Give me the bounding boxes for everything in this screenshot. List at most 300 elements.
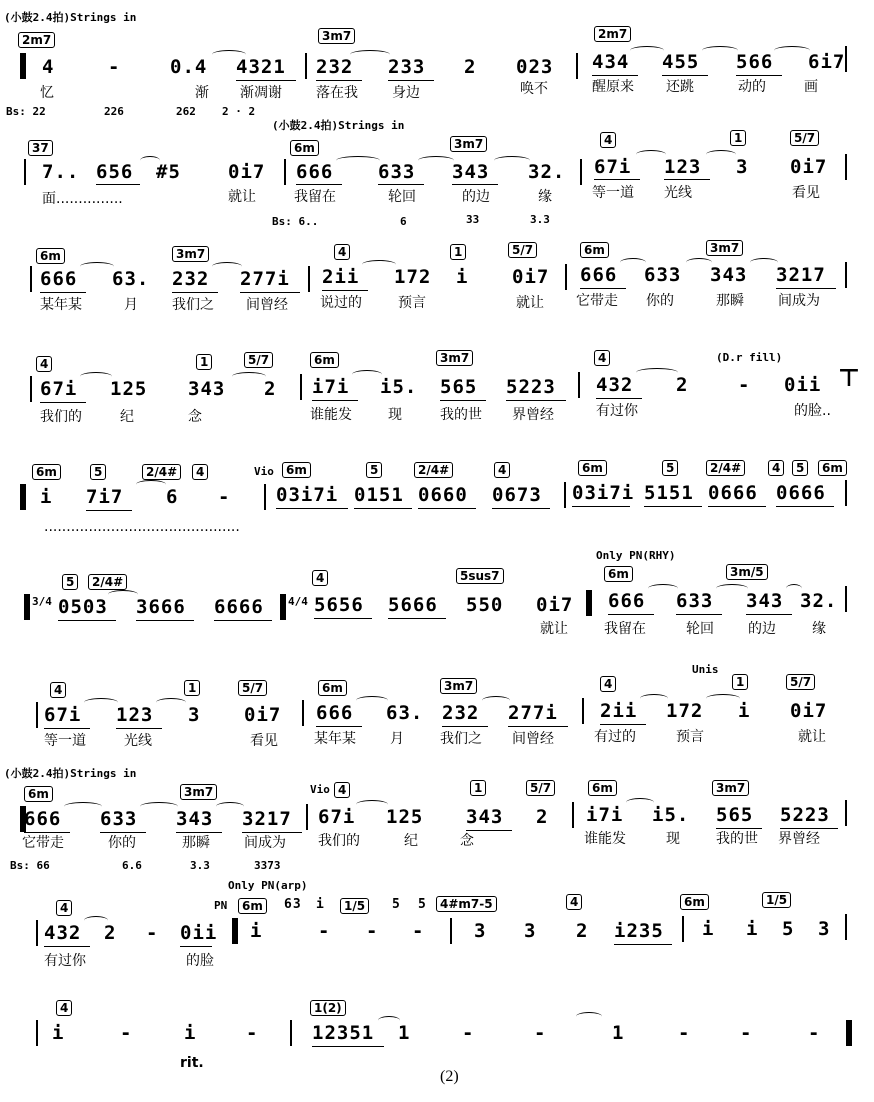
chord-box: 1 <box>730 130 746 146</box>
start-repeat-barline <box>20 53 26 79</box>
note-group: - <box>462 1022 475 1044</box>
lyric: 那瞬 <box>716 293 744 309</box>
beam <box>608 614 654 615</box>
chord-box: 6m <box>290 140 319 156</box>
tie <box>356 800 388 809</box>
barline <box>845 480 847 506</box>
bass-annotation: 33 <box>466 213 480 226</box>
note-group: i <box>52 1022 65 1044</box>
note-group: 1 <box>398 1022 411 1044</box>
tie <box>212 262 242 271</box>
chord-box: 6m <box>36 248 65 264</box>
beam <box>508 726 568 727</box>
lyric: 画 <box>804 79 818 95</box>
barline <box>308 266 310 292</box>
tie <box>620 258 646 267</box>
chord-box: 3m7 <box>712 780 749 796</box>
note-group: - <box>366 920 379 942</box>
chord-box: 4 <box>566 894 582 910</box>
lyric: 醒原来 <box>592 79 634 95</box>
lyric: 我留在 <box>604 621 646 637</box>
note-group: 5223 <box>780 804 830 826</box>
score-system <box>0 764 874 880</box>
note-group: 666 <box>608 590 646 612</box>
barline <box>845 800 847 826</box>
instrument-annotation: PN <box>214 899 228 912</box>
tie <box>706 150 736 159</box>
chord-box: 2/4# <box>414 462 453 478</box>
tie <box>232 372 266 381</box>
tie <box>494 156 530 165</box>
lyric: 间成为 <box>778 293 820 309</box>
instrument-annotation: Vio <box>254 465 274 478</box>
lyric: 等一道 <box>592 185 634 201</box>
lyric: 缘 <box>812 621 826 637</box>
note-group: 343 <box>466 806 504 828</box>
beam <box>596 398 642 399</box>
beam <box>296 184 342 185</box>
barline <box>30 266 32 292</box>
chord-box: 2/4# <box>88 574 127 590</box>
note-group: 123 <box>664 156 702 178</box>
note-group: 03i7i <box>276 484 339 506</box>
note-group: i7i <box>586 804 624 826</box>
beam <box>644 506 702 507</box>
lyric: 就让 <box>228 189 256 205</box>
section-annotation: (D.r fill) <box>716 351 783 364</box>
tie <box>212 50 246 59</box>
lyric: 落在我 <box>316 85 358 101</box>
barline <box>30 376 32 402</box>
beam <box>58 620 116 621</box>
barline <box>682 916 684 942</box>
beam <box>44 728 90 729</box>
barline <box>845 586 847 612</box>
tie <box>140 156 160 165</box>
lyric: 还跳 <box>666 79 694 95</box>
barline <box>565 264 567 290</box>
chord-box: 1 <box>732 674 748 690</box>
note-group: 434 <box>592 51 630 73</box>
lyric: 轮回 <box>388 189 416 205</box>
score-system <box>0 546 874 662</box>
lyric: 月 <box>124 297 138 313</box>
page-number: (2) <box>440 1068 459 1085</box>
score-system <box>0 344 874 460</box>
lyric: 说过的 <box>320 295 362 311</box>
chord-box: 1/5 <box>762 892 791 908</box>
chord-box: 1 <box>470 780 486 796</box>
continuation-dots: ............................................ <box>44 519 240 535</box>
lyric: 间曾经 <box>512 731 554 747</box>
beam <box>176 832 222 833</box>
beam <box>572 506 630 507</box>
chord-box: 4 <box>50 682 66 698</box>
tie <box>64 802 102 811</box>
chord-box: 1 <box>450 244 466 260</box>
tie <box>686 258 712 267</box>
note-group: 023 <box>516 56 554 78</box>
lyric: 预言 <box>398 295 426 311</box>
lyric: 的脸.. <box>794 403 831 419</box>
barline <box>290 1020 292 1046</box>
chord-box: 4 <box>594 350 610 366</box>
chord-box: 2/4# <box>142 464 181 480</box>
lyric: 它带走 <box>576 293 618 309</box>
lyric: 界曾经 <box>512 407 554 423</box>
chord-box: 6m <box>578 460 607 476</box>
note-group: i5. <box>652 804 690 826</box>
beam <box>180 946 212 947</box>
tie <box>108 590 138 599</box>
end-repeat-barline <box>20 484 26 510</box>
section-annotation: (小鼓2.4拍)Strings in <box>272 119 405 132</box>
barline <box>36 920 38 946</box>
note-group: 67i <box>40 378 78 400</box>
note-group: i <box>250 920 263 942</box>
tie <box>636 150 666 159</box>
note-group: 432 <box>44 922 82 944</box>
beam <box>316 726 362 727</box>
note-group: - <box>246 1022 259 1044</box>
chord-box: 2m7 <box>594 26 631 42</box>
beam <box>312 1046 384 1047</box>
lyric: 动的 <box>738 79 766 95</box>
note-group: 0ii <box>180 922 218 944</box>
note-group: 343 <box>176 808 214 830</box>
score-system <box>0 118 874 234</box>
chord-box: 1 <box>184 680 200 696</box>
beam <box>388 618 446 619</box>
tie <box>140 802 178 811</box>
note-group: 0660 <box>418 484 468 506</box>
chord-box: 4 <box>312 570 328 586</box>
beam <box>240 292 300 293</box>
lyric: 某年某 <box>314 731 356 747</box>
beam <box>614 944 672 945</box>
note-group: 343 <box>710 264 748 286</box>
lyric: 渐凋谢 <box>240 85 282 101</box>
beam <box>116 728 162 729</box>
chord-box: 5 <box>62 574 78 590</box>
chord-box: 5/7 <box>786 674 815 690</box>
note-group: 0.4 <box>170 56 208 78</box>
note-group: 0666 <box>776 482 826 504</box>
beam <box>676 614 722 615</box>
section-barline <box>24 594 30 620</box>
beam <box>388 80 434 81</box>
note-group: 1 <box>612 1022 625 1044</box>
tie <box>482 696 510 705</box>
section-annotation: Only PN(arp) <box>228 879 308 892</box>
beam <box>746 614 792 615</box>
lyric: 看见 <box>250 733 278 749</box>
note-group: 2 <box>536 806 549 828</box>
beam <box>316 80 362 81</box>
chord-box: 1 <box>196 354 212 370</box>
final-barline <box>846 1020 852 1046</box>
tie <box>626 798 654 807</box>
lyric: 我们之 <box>440 731 482 747</box>
chord-box: 3m7 <box>318 28 355 44</box>
chord-box: 6m <box>604 566 633 582</box>
section-annotation: (小鼓2.4拍)Strings in <box>4 11 137 24</box>
note-group: i7i <box>312 376 350 398</box>
barline <box>578 372 580 398</box>
note-group: 125 <box>386 806 424 828</box>
tie <box>418 156 454 165</box>
chord-box: 4#m7-5 <box>436 896 497 912</box>
note-group: i <box>316 897 325 912</box>
tie <box>156 698 186 707</box>
tie <box>576 1012 602 1021</box>
lyric: 谁能发 <box>584 831 626 847</box>
score-system <box>0 660 874 776</box>
note-group: 0503 <box>58 596 108 618</box>
note-group: 2 <box>104 922 117 944</box>
note-group: 125 <box>110 378 148 400</box>
note-group: 63 <box>284 897 302 912</box>
chord-box: 6m <box>282 462 311 478</box>
tie <box>648 584 678 593</box>
beam <box>100 832 146 833</box>
chord-box: 6m <box>310 352 339 368</box>
note-group: 12351 <box>312 1022 375 1044</box>
lyric: 念 <box>188 409 202 425</box>
note-group: 123 <box>116 704 154 726</box>
note-group: 67i <box>44 704 82 726</box>
lyric: 现 <box>388 407 402 423</box>
score-system <box>0 236 874 352</box>
note-group: 7.. <box>42 161 80 183</box>
lyric: 光线 <box>664 185 692 201</box>
barline <box>845 154 847 180</box>
tie <box>80 262 114 271</box>
note-group: i <box>40 486 53 508</box>
lyric: 看见 <box>792 185 820 201</box>
lyric: 我们的 <box>318 833 360 849</box>
barline <box>36 702 38 728</box>
note-group: 5 <box>392 897 401 912</box>
note-group: 666 <box>580 264 618 286</box>
tie <box>636 368 678 377</box>
note-group: 232 <box>172 268 210 290</box>
chord-box: 5/7 <box>508 242 537 258</box>
note-group: 3666 <box>136 596 186 618</box>
beam <box>442 726 488 727</box>
note-group: 666 <box>40 268 78 290</box>
beam <box>594 179 640 180</box>
lyric: 我留在 <box>294 189 336 205</box>
beam <box>708 506 766 507</box>
note-group: 666 <box>24 808 62 830</box>
lyric: 你的 <box>108 835 136 851</box>
beam <box>96 184 140 185</box>
barline <box>24 159 26 185</box>
note-group: 0i7 <box>512 266 550 288</box>
lyric: 等一道 <box>44 733 86 749</box>
chord-box: 37 <box>28 140 53 156</box>
note-group: 32. <box>528 161 566 183</box>
chord-box: 3m/5 <box>726 564 768 580</box>
lyric: 面............... <box>42 191 123 207</box>
chord-box: 4 <box>334 244 350 260</box>
lyric: 纪 <box>404 833 418 849</box>
note-group: i <box>746 918 759 940</box>
lyric: 唤不 <box>520 81 548 97</box>
chord-box: 5/7 <box>526 780 555 796</box>
tie <box>350 50 390 59</box>
note-group: 2 <box>464 56 477 78</box>
barline <box>845 914 847 940</box>
beam <box>664 179 710 180</box>
note-group: 4 <box>42 56 55 78</box>
note-group: 172 <box>394 266 432 288</box>
chord-box: 6m <box>24 786 53 802</box>
note-group: 5 <box>418 897 427 912</box>
lyric: 轮回 <box>686 621 714 637</box>
barline <box>572 802 574 828</box>
note-group: - <box>412 920 425 942</box>
tie <box>216 802 244 811</box>
chord-box: 4 <box>36 356 52 372</box>
lyric: 就让 <box>540 621 568 637</box>
note-group: 343 <box>452 161 490 183</box>
lyric: 现 <box>666 831 680 847</box>
beam <box>776 288 836 289</box>
note-group: 2 <box>576 920 589 942</box>
tie <box>84 916 108 925</box>
barline <box>564 482 566 508</box>
chord-box: 3m7 <box>180 784 217 800</box>
note-group: 0i7 <box>790 156 828 178</box>
tie <box>356 696 388 705</box>
lyric: 界曾经 <box>778 831 820 847</box>
note-group: 4321 <box>236 56 286 78</box>
chord-box: 4 <box>600 676 616 692</box>
bass-annotation: Bs: 22 <box>6 105 46 118</box>
lyric: 的脸 <box>186 953 214 969</box>
lyric: 的边 <box>748 621 776 637</box>
barline <box>576 53 578 79</box>
note-group: 0ii <box>784 374 822 396</box>
barline <box>845 262 847 288</box>
beam <box>214 620 272 621</box>
bass-annotation: 3373 <box>254 859 281 872</box>
tie <box>786 584 802 593</box>
tie <box>84 698 118 707</box>
chord-box: 5sus7 <box>456 568 504 584</box>
chord-box: 4 <box>494 462 510 478</box>
beam <box>662 75 708 76</box>
beam <box>44 946 90 947</box>
lyric: 我的世 <box>440 407 482 423</box>
lyric: 身边 <box>392 85 420 101</box>
note-group: 7i7 <box>86 486 124 508</box>
note-group: 6666 <box>214 596 264 618</box>
note-group: 3 <box>524 920 537 942</box>
note-group: 666 <box>296 161 334 183</box>
beam <box>236 80 296 81</box>
tie <box>336 156 380 165</box>
lyric: 忆 <box>40 85 54 101</box>
lyric: 就让 <box>516 295 544 311</box>
note-group: 565 <box>716 804 754 826</box>
beam <box>452 184 498 185</box>
note-group: i <box>184 1022 197 1044</box>
note-group: 2 <box>264 378 277 400</box>
note-group: 03i7i <box>572 482 635 504</box>
note-group: 343 <box>746 590 784 612</box>
chord-box: 3m7 <box>436 350 473 366</box>
lyric: 有过你 <box>44 953 86 969</box>
lyric: 我的世 <box>716 831 758 847</box>
tie <box>80 372 112 381</box>
note-group: 455 <box>662 51 700 73</box>
barline <box>306 804 308 830</box>
note-group: - <box>678 1022 691 1044</box>
note-group: 0666 <box>708 482 758 504</box>
tie <box>378 1016 400 1025</box>
lyric: 光线 <box>124 733 152 749</box>
tie <box>706 694 740 703</box>
chord-box: 3m7 <box>440 678 477 694</box>
bass-annotation: 226 <box>104 105 124 118</box>
section-annotation: Only PN(RHY) <box>596 549 676 562</box>
note-group: 3217 <box>242 808 292 830</box>
note-group: 432 <box>596 374 634 396</box>
chord-box: 5/7 <box>238 680 267 696</box>
note-group: 565 <box>440 376 478 398</box>
note-group: 3217 <box>776 264 826 286</box>
chord-box: 1/5 <box>340 898 369 914</box>
note-group: 5151 <box>644 482 694 504</box>
note-group: 550 <box>466 594 504 616</box>
beam <box>86 510 132 511</box>
note-group: - <box>146 922 159 944</box>
barline <box>284 159 286 185</box>
note-group: 277i <box>508 702 558 724</box>
chord-box: 4 <box>56 900 72 916</box>
lyric: 的边 <box>462 189 490 205</box>
note-group: 6 <box>166 486 179 508</box>
lyric: 那瞬 <box>182 835 210 851</box>
note-group: 3 <box>818 918 831 940</box>
section-annotation: Unis <box>692 663 719 676</box>
note-group: 0i7 <box>536 594 574 616</box>
tie <box>716 584 748 593</box>
note-group: i <box>456 266 469 288</box>
lyric: 预言 <box>676 729 704 745</box>
time-signature: 3/4 <box>32 595 52 608</box>
beam <box>592 75 638 76</box>
beam <box>580 288 626 289</box>
chord-box: 2/4# <box>706 460 745 476</box>
note-group: i5. <box>380 376 418 398</box>
note-group: 3 <box>474 920 487 942</box>
chord-box: 6m <box>818 460 847 476</box>
beam <box>276 508 348 509</box>
note-group: 0i7 <box>244 704 282 726</box>
lyric: 纪 <box>120 409 134 425</box>
note-group: i <box>702 918 715 940</box>
beam <box>40 402 86 403</box>
note-group: - <box>108 56 121 78</box>
note-group: 63. <box>386 702 424 724</box>
note-group: 277i <box>240 268 290 290</box>
bass-annotation: Bs: 66 <box>10 859 50 872</box>
beam <box>378 184 424 185</box>
